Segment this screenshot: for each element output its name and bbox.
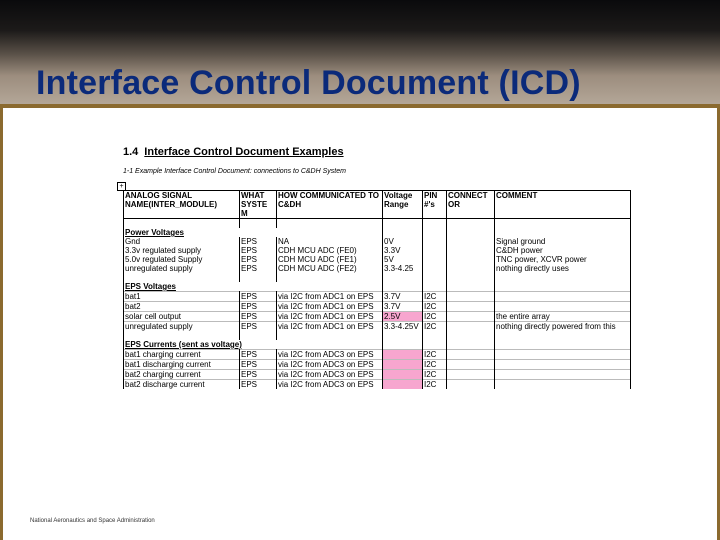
cell-pin: I2C xyxy=(423,292,447,302)
cell-system: EPS xyxy=(240,264,277,273)
cell-connector xyxy=(447,292,495,302)
banner-rule xyxy=(0,104,720,108)
cell-comment xyxy=(495,350,631,360)
cell-name: solar cell output xyxy=(124,312,240,322)
empty-cell xyxy=(383,340,423,350)
empty-cell xyxy=(447,219,495,229)
section-title: Interface Control Document Examples xyxy=(144,146,344,158)
cell-system: EPS xyxy=(240,255,277,264)
section-title-cell: EPS Voltages xyxy=(124,282,383,292)
cell-range xyxy=(383,350,423,360)
cell-name: bat1 xyxy=(124,292,240,302)
cell-comment: Signal ground xyxy=(495,237,631,246)
cell-comment: C&DH power xyxy=(495,246,631,255)
cell-connector xyxy=(447,302,495,312)
empty-cell xyxy=(124,273,240,282)
cell-connector xyxy=(447,246,495,255)
cell-pin xyxy=(423,237,447,246)
table-row xyxy=(124,350,631,360)
table-row xyxy=(124,264,631,273)
cell-name: 5.0v regulated Supply xyxy=(124,255,240,264)
slide-title: Interface Control Document (ICD) xyxy=(36,64,581,102)
table-row xyxy=(124,292,631,302)
empty-cell xyxy=(423,273,447,282)
cell-pin: I2C xyxy=(423,302,447,312)
cell-connector xyxy=(447,255,495,264)
table-row xyxy=(124,302,631,312)
empty-cell xyxy=(495,331,631,340)
cell-range: 3.3-4.25V xyxy=(383,322,423,332)
cell-range: 3.7V xyxy=(383,292,423,302)
empty-cell xyxy=(423,282,447,292)
table-row xyxy=(124,246,631,255)
column-header: HOW COMMUNICATED TO C&DH xyxy=(277,191,383,219)
cell-system: EPS xyxy=(240,370,277,380)
empty-cell xyxy=(383,273,423,282)
section-heading xyxy=(123,146,344,158)
cell-comment xyxy=(495,370,631,380)
cell-system: EPS xyxy=(240,237,277,246)
empty-cell xyxy=(277,273,383,282)
section-title-cell: Power Voltages xyxy=(124,228,383,237)
cell-name: bat1 charging current xyxy=(124,350,240,360)
cell-connector xyxy=(447,360,495,370)
cell-name: bat2 xyxy=(124,302,240,312)
empty-cell xyxy=(423,228,447,237)
empty-cell xyxy=(423,331,447,340)
empty-cell xyxy=(447,282,495,292)
empty-cell xyxy=(240,219,277,229)
cell-connector xyxy=(447,237,495,246)
cell-pin: I2C xyxy=(423,322,447,332)
cell-connector xyxy=(447,370,495,380)
cell-how: via I2C from ADC1 on EPS xyxy=(277,322,383,332)
section-number: 1.4 xyxy=(123,146,139,158)
empty-cell xyxy=(447,273,495,282)
cell-range: 3.3V xyxy=(383,246,423,255)
column-header: Voltage Range xyxy=(383,191,423,219)
table-row xyxy=(124,237,631,246)
cell-how: CDH MCU ADC (FE2) xyxy=(277,264,383,273)
empty-cell xyxy=(124,219,240,229)
table-row xyxy=(124,255,631,264)
cell-connector xyxy=(447,350,495,360)
cell-range xyxy=(383,360,423,370)
cell-how: CDH MCU ADC (FE0) xyxy=(277,246,383,255)
empty-cell xyxy=(447,331,495,340)
cell-system: EPS xyxy=(240,246,277,255)
cell-pin xyxy=(423,255,447,264)
icd-table xyxy=(123,190,631,389)
empty-cell xyxy=(383,219,423,229)
table-row xyxy=(124,322,631,332)
cell-range: 3.3-4.25 xyxy=(383,264,423,273)
column-header: WHAT SYSTE M xyxy=(240,191,277,219)
cell-connector xyxy=(447,264,495,273)
cell-pin: I2C xyxy=(423,370,447,380)
table-row xyxy=(124,360,631,370)
cell-how: via I2C from ADC3 on EPS xyxy=(277,350,383,360)
spacer-row xyxy=(124,273,631,282)
cell-range: 3.7V xyxy=(383,302,423,312)
empty-cell xyxy=(124,331,240,340)
cell-comment xyxy=(495,360,631,370)
cell-name: bat1 discharging current xyxy=(124,360,240,370)
cell-pin: I2C xyxy=(423,312,447,322)
empty-cell xyxy=(495,219,631,229)
empty-cell xyxy=(495,282,631,292)
cell-system: EPS xyxy=(240,292,277,302)
cell-comment xyxy=(495,292,631,302)
empty-cell xyxy=(495,273,631,282)
section-row xyxy=(124,282,631,292)
cell-name: bat2 charging current xyxy=(124,370,240,380)
table-row xyxy=(124,380,631,390)
cell-connector xyxy=(447,322,495,332)
cell-pin xyxy=(423,246,447,255)
empty-cell xyxy=(383,331,423,340)
empty-cell xyxy=(240,273,277,282)
cell-pin xyxy=(423,264,447,273)
cell-pin: I2C xyxy=(423,350,447,360)
column-header: PIN #'s xyxy=(423,191,447,219)
empty-cell xyxy=(495,228,631,237)
cell-range xyxy=(383,370,423,380)
empty-cell xyxy=(447,228,495,237)
cell-pin: I2C xyxy=(423,380,447,390)
table-caption: 1-1 Example Interface Control Document: connections to C&DH System xyxy=(123,168,346,175)
empty-cell xyxy=(423,340,447,350)
empty-cell xyxy=(447,340,495,350)
cell-system: EPS xyxy=(240,302,277,312)
table-row xyxy=(124,370,631,380)
empty-cell xyxy=(423,219,447,229)
section-row xyxy=(124,228,631,237)
cell-range: 5V xyxy=(383,255,423,264)
cell-how: via I2C from ADC1 on EPS xyxy=(277,302,383,312)
column-header: COMMENT xyxy=(495,191,631,219)
column-header: ANALOG SIGNAL NAME(INTER_MODULE) xyxy=(124,191,240,219)
cell-comment xyxy=(495,380,631,390)
cell-system: EPS xyxy=(240,360,277,370)
empty-cell xyxy=(383,228,423,237)
cell-how: via I2C from ADC3 on EPS xyxy=(277,360,383,370)
cell-comment xyxy=(495,302,631,312)
cell-range: 2.5V xyxy=(383,312,423,322)
empty-cell xyxy=(495,340,631,350)
cell-range xyxy=(383,380,423,390)
section-title-cell: EPS Currents (sent as voltage) xyxy=(124,340,383,350)
cell-system: EPS xyxy=(240,312,277,322)
cell-name: unregulated supply xyxy=(124,264,240,273)
spacer-row xyxy=(124,331,631,340)
empty-cell xyxy=(240,331,277,340)
column-header: CONNECT OR xyxy=(447,191,495,219)
table-move-handle-icon[interactable]: + xyxy=(117,182,126,191)
cell-connector xyxy=(447,380,495,390)
cell-system: EPS xyxy=(240,322,277,332)
cell-pin: I2C xyxy=(423,360,447,370)
section-row xyxy=(124,340,631,350)
spacer-row xyxy=(124,219,631,229)
cell-name: Gnd xyxy=(124,237,240,246)
empty-cell xyxy=(277,331,383,340)
cell-how: CDH MCU ADC (FE1) xyxy=(277,255,383,264)
empty-cell xyxy=(383,282,423,292)
cell-system: EPS xyxy=(240,380,277,390)
cell-comment: nothing directly uses xyxy=(495,264,631,273)
cell-how: via I2C from ADC3 on EPS xyxy=(277,370,383,380)
cell-connector xyxy=(447,312,495,322)
cell-how: via I2C from ADC3 on EPS xyxy=(277,380,383,390)
cell-system: EPS xyxy=(240,350,277,360)
cell-comment: nothing directly powered from this xyxy=(495,322,631,332)
cell-how: NA xyxy=(277,237,383,246)
table-row xyxy=(124,312,631,322)
cell-how: via I2C from ADC1 on EPS xyxy=(277,312,383,322)
cell-name: bat2 discharge current xyxy=(124,380,240,390)
cell-name: unregulated supply xyxy=(124,322,240,332)
cell-comment: the entire array xyxy=(495,312,631,322)
cell-range: 0V xyxy=(383,237,423,246)
footer-agency: National Aeronautics and Space Administration xyxy=(30,518,155,524)
header-row xyxy=(124,191,631,219)
empty-cell xyxy=(277,219,383,229)
cell-how: via I2C from ADC1 on EPS xyxy=(277,292,383,302)
cell-comment: TNC power, XCVR power xyxy=(495,255,631,264)
lunar-banner xyxy=(0,0,720,108)
cell-name: 3.3v regulated supply xyxy=(124,246,240,255)
